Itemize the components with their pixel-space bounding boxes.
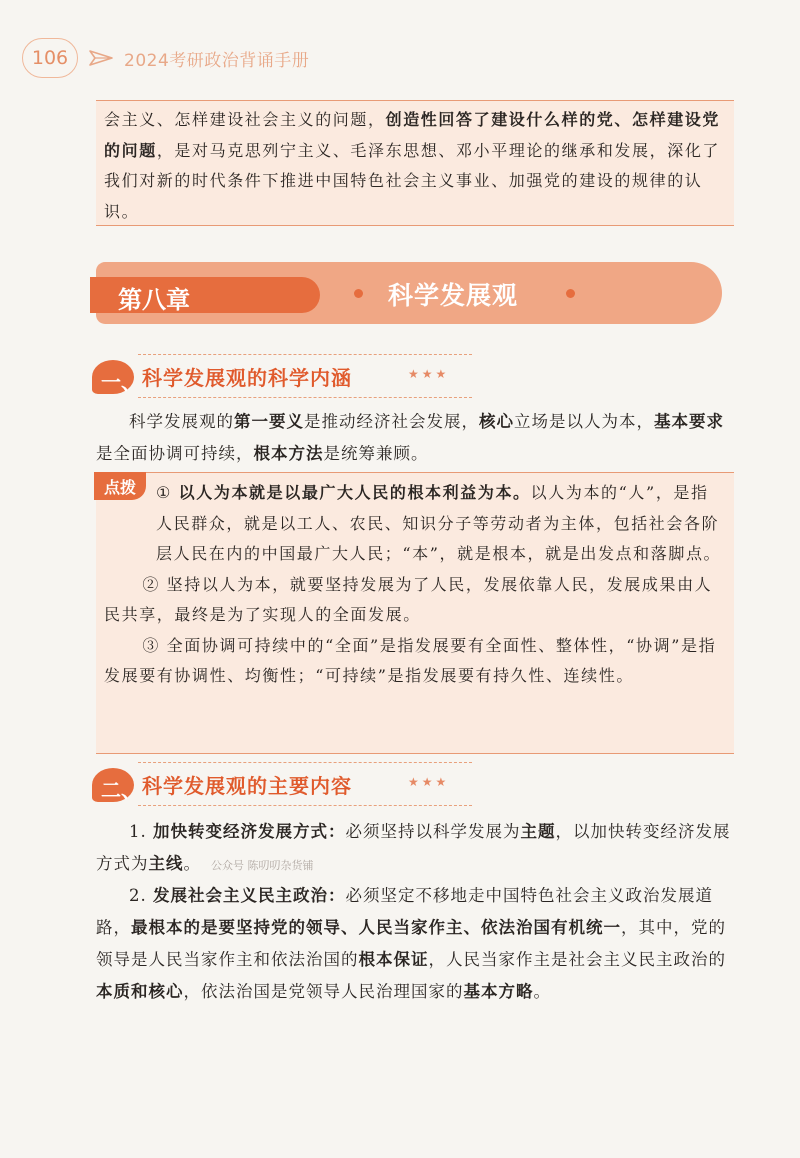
section-title: 科学发展观的主要内容	[142, 774, 352, 798]
dot-icon	[354, 289, 363, 298]
star-rating-icon: ★★★	[408, 367, 450, 381]
paper-plane-icon	[88, 48, 114, 68]
tip-item-2: ② 坚持以人为本，就要坚持发展为了人民，发展依靠人民，发展成果由人民共享，最终是为了实现人的全面发展。	[104, 574, 713, 624]
tip-box	[96, 472, 734, 754]
chapter-label: 第八章	[118, 286, 190, 314]
content-item-1: 1. 加快转变经济发展方式：必须坚持以科学发展为主题，以加快转变经济发展方式为主线。 公众号 陈叨叨杂货铺	[96, 822, 731, 873]
watermark-text: 公众号 陈叨叨杂货铺	[211, 859, 314, 872]
tip-item-1: ① 以人为本就是以最广大人民的根本利益为本。以人为本的“人”，是指人民群众，就是以工人、农民、知识分子等劳动者为主体，包括社会各阶层人民在内的中国最广大人民；“本”，就是根本，就是出发点和落脚点。	[156, 483, 722, 563]
chapter-title: 科学发展观	[388, 281, 519, 310]
dot-icon	[566, 289, 575, 298]
section-title: 科学发展观的科学内涵	[142, 366, 352, 390]
page-header	[22, 38, 309, 78]
star-rating-icon: ★★★	[408, 775, 450, 789]
page-number: 106	[22, 38, 78, 78]
chapter-banner	[96, 262, 722, 324]
section-badge: 一、	[92, 360, 134, 394]
section-badge: 二、	[92, 768, 134, 802]
book-title: 2024考研政治背诵手册	[124, 50, 310, 71]
tip-tag: 点拨	[94, 472, 146, 500]
section1-paragraph: 科学发展观的第一要义是推动经济社会发展，核心立场是以人为本，基本要求是全面协调可持续，根本方法是统筹兼顾。	[96, 412, 724, 463]
tip-item-3: ③ 全面协调可持续中的“全面”是指发展要有全面性、整体性，“协调”是指发展要有协调性、均衡性；“可持续”是指发展要有持久性、连续性。	[104, 635, 717, 685]
summary-box	[96, 100, 734, 226]
summary-text: 会主义、怎样建设社会主义的问题，创造性回答了建设什么样的党、怎样建设党的问题，是对马克思列宁主义、毛泽东思想、邓小平理论的继承和发展，深化了我们对新的时代条件下推进中国特色社会主义事业、加强党的建设的规律的认识。	[104, 110, 721, 221]
content-item-2: 2. 发展社会主义民主政治：必须坚定不移地走中国特色社会主义政治发展道路，最根本的是要坚持党的领导、人民当家作主、依法治国有机统一，其中，党的领导是人民当家作主和依法治国的根本保证，人民当家作主是社会主义民主政治的本质和核心，依法治国是党领导人民治理国家的基本方略。	[96, 886, 726, 1001]
section-heading-2	[92, 764, 472, 808]
section-heading-1	[92, 356, 472, 400]
